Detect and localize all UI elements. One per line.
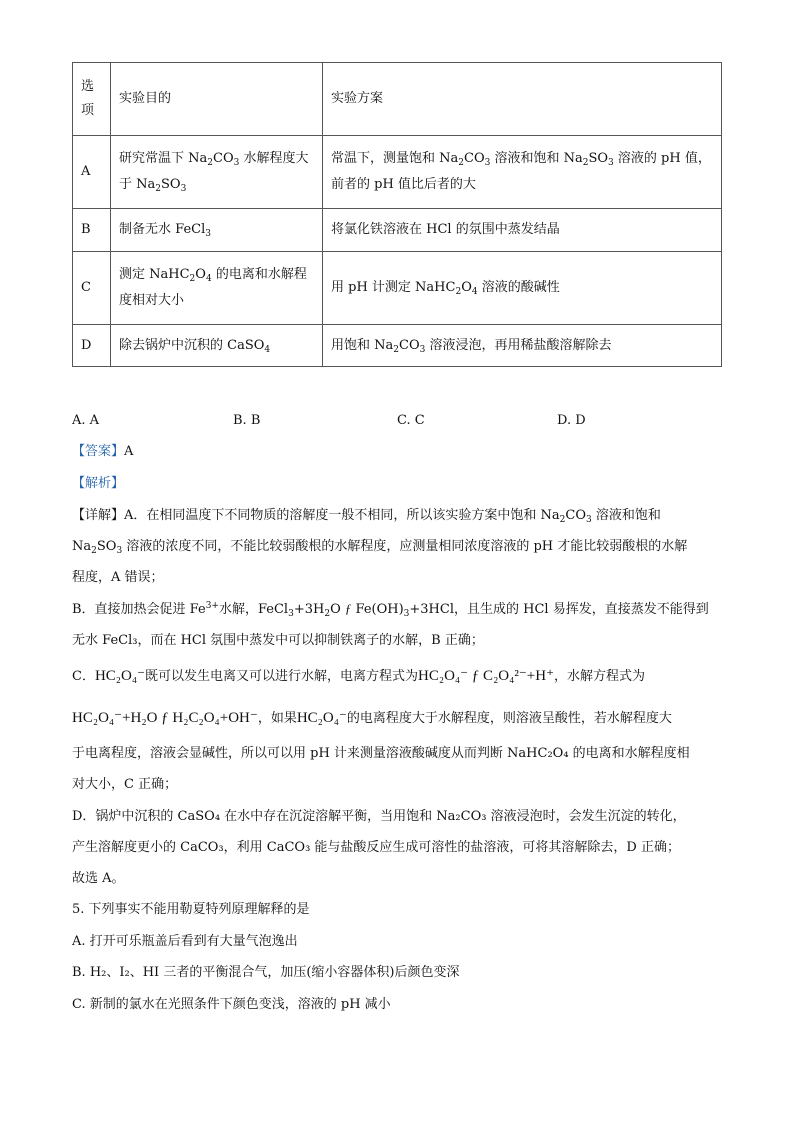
choice-b: B. B [233,413,261,428]
row-plan: 常温下，测量饱和 $Na_2CO_3$ 溶液和饱和 $Na_2SO_3$ 溶液的 pH 值，前者的 pH 值比后者的大 [323,136,722,209]
row-option: D [73,325,111,367]
header-option: 选 项 [73,63,111,136]
detail-label: 【详解】 [72,508,125,523]
detail-d-line3: 故选 A。 [72,871,125,886]
detail-c-line4: 对大小，C 正确； [72,777,178,792]
hydrolysis-equation: HC₂O₄⁻+H₂O ƒ H₂C₂O₄+OH⁻ [72,710,258,726]
table-header-row [73,63,722,136]
question-5-stem: 5. 下列事实不能用勒夏特列原理解释的是 [72,902,310,917]
row-option: C [73,252,111,325]
table-row [73,136,722,209]
detail-b-line2: 无水 FeCl₃，而在 HCl 氛围中蒸发中可以抑制铁离子的水解，B 正确； [72,633,484,648]
row-plan: 将氯化铁溶液在 HCl 的氛围中蒸发结晶 [323,209,722,252]
detail-a-line3: 程度，A 错误； [72,570,164,585]
answer-value: A [124,444,134,459]
answer-line [72,442,133,462]
detail-a-line2: $Na_2SO_3$ 溶液的浓度不同，不能比较弱酸根的水解程度，应测量相同浓度溶液的 pH 才能比较弱酸根的水解 [72,539,688,556]
row-purpose: 测定 $NaHC_2O_4$ 的电离和水解程度相对大小 [111,252,323,325]
ion-formula: HC₂O₄⁻ [94,668,145,684]
table-row [73,252,722,325]
detail-d-line1: D．锅炉中沉积的 CaSO₄ 在水中存在沉淀溶解平衡，当用饱和 Na₂CO₃ 溶液浸泡时，会发生沉淀的转化， [72,809,686,824]
table-row [73,325,722,367]
ion-formula: HC₂O₄⁻ [296,710,347,726]
choice-a: A. A [72,413,100,428]
row-plan: 用 pH 计测定 $NaHC_2O_4$ 溶液的酸碱性 [323,252,722,325]
detail-c-line1: C．HC₂O₄⁻既可以发生电离又可以进行水解，电离方程式为HC₂O₄⁻ ƒ C₂O₄²⁻+H⁺，水解方程式为 [72,668,645,684]
header-purpose: 实验目的 [111,63,323,136]
row-option: B [73,209,111,252]
detail-c-line2: HC₂O₄⁻+H₂O ƒ H₂C₂O₄+OH⁻，如果HC₂O₄⁻的电离程度大于水解程度，则溶液呈酸性，若水解程度大 [72,710,672,726]
answer-label: 【答案】 [72,444,125,459]
row-option: A [73,136,111,209]
question-5-option-b: B. H₂、I₂、HI 三者的平衡混合气，加压(缩小容器体积)后颜色变深 [72,965,460,980]
detail-d-line2: 产生溶解度更小的 CaCO₃，利用 CaCO₃ 能与盐酸反应生成可溶性的盐溶液，可将其溶解除去，D 正确； [72,840,680,855]
question-5-option-c: C. 新制的氯水在光照条件下颜色变浅，溶液的 pH 减小 [72,997,391,1012]
detail-b-line1: B．直接加热会促进 $Fe^{3+}$水解，$FeCl_3+3H_2O$ ƒ $Fe(OH)_3+3HCl$，且生成的 HCl 易挥发，直接蒸发不能得到 [72,601,709,619]
row-purpose: 研究常温下 $Na_2CO_3$ 水解程度大于 $Na_2SO_3$ [111,136,323,209]
ionization-equation: HC₂O₄⁻ ƒ C₂O₄²⁻+H⁺ [418,668,554,684]
row-purpose: 除去锅炉中沉积的 CaSO$_4$ [111,325,323,367]
detail-a-line1: 【详解】A．在相同温度下不同物质的溶解度一般不相同，所以该实验方案中饱和 $Na_2CO_3$ 溶液和饱和 [72,508,661,525]
table-row [73,209,722,252]
choice-d: D. D [557,413,586,428]
row-plan: 用饱和 $Na_2CO_3$ 溶液浸泡，再用稀盐酸溶解除去 [323,325,722,367]
question-5-option-a: A. 打开可乐瓶盖后看到有大量气泡逸出 [72,934,298,949]
options-table [72,62,722,367]
analysis-label: 【解析】 [72,476,125,491]
header-plan: 实验方案 [323,63,722,136]
row-purpose: 制备无水 FeCl$_3$ [111,209,323,252]
choice-c: C. C [397,413,425,428]
detail-c-line3: 于电离程度，溶液会显碱性，所以可以用 pH 计来测量溶液酸碱度从而判断 NaHC₂O₄ 的电离和水解程度相 [72,746,690,761]
